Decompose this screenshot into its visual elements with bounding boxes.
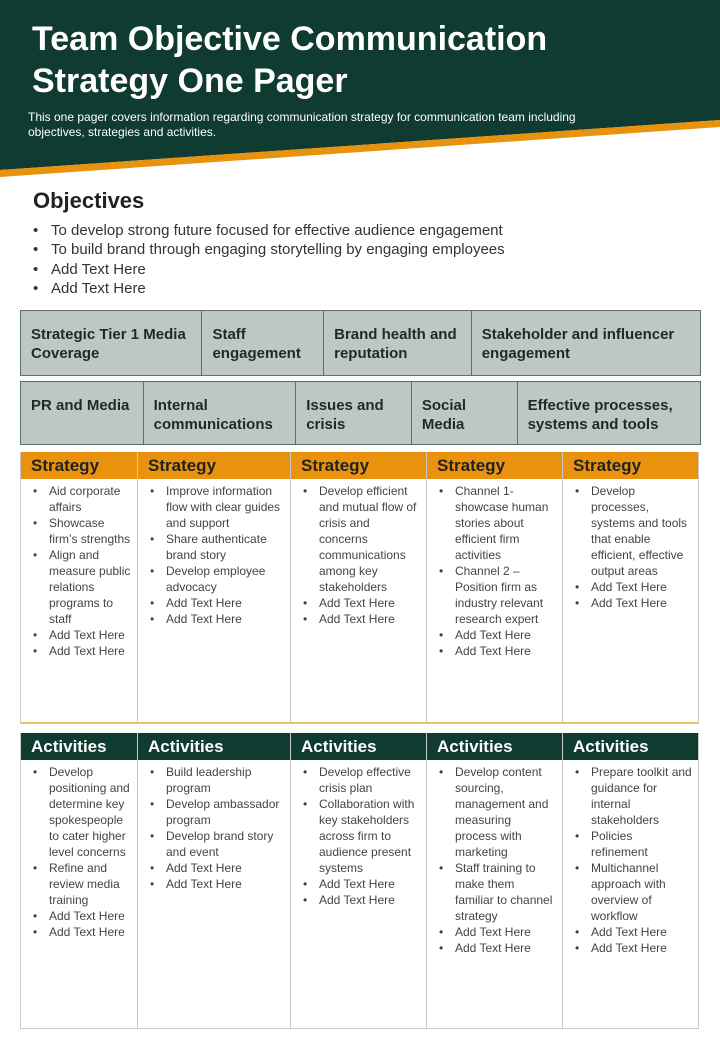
strategy-heading: Strategy — [21, 452, 137, 479]
strategy-column — [20, 452, 138, 722]
header-banner — [0, 0, 720, 180]
strategy-list — [148, 483, 284, 627]
activities-heading: Activities — [21, 733, 137, 760]
activities-column — [138, 733, 291, 1028]
category-cell: Internal communications — [144, 382, 297, 444]
objectives-list — [33, 221, 693, 298]
list-item: • Add Text Here — [148, 860, 284, 876]
list-item: • Add Text Here — [301, 892, 420, 908]
list-item: • Add Text Here — [437, 940, 556, 956]
activities-heading: Activities — [291, 733, 426, 760]
list-item: • Add Text Here — [148, 876, 284, 892]
list-item: • Prepare toolkit and guidance for internal stakeholders — [573, 764, 692, 828]
list-item: • Align and measure public relations programs to staff — [31, 547, 131, 627]
list-item: • Refine and review media training — [31, 860, 131, 908]
category-cell: PR and Media — [21, 382, 144, 444]
strategy-column — [427, 452, 563, 722]
strategy-heading: Strategy — [291, 452, 426, 479]
list-item: • Develop processes, systems and tools that enable efficient, effective output areas — [573, 483, 692, 579]
objective-item: • Add Text Here — [33, 260, 693, 279]
strategy-list — [437, 483, 556, 659]
category-cell: Effective processes, systems and tools — [527, 397, 673, 433]
category-cell: Social Media — [412, 382, 518, 444]
objective-item: • To develop strong future focused for effective audience engagement — [33, 221, 693, 240]
activities-column — [20, 733, 138, 1028]
list-item: • Add Text Here — [301, 595, 420, 611]
list-item: • Policies refinement — [573, 828, 692, 860]
list-item: • Share authenticate brand story — [148, 531, 284, 563]
list-item: • Multichannel approach with overview of workflow — [573, 860, 692, 924]
list-item: • Add Text Here — [573, 595, 692, 611]
list-item: • Add Text Here — [31, 908, 131, 924]
tier-cell: Strategic Tier 1 Media Coverage — [21, 311, 202, 375]
activities-heading: Activities — [138, 733, 290, 760]
objective-item: • To build brand through engaging storytelling by engaging employees — [33, 240, 693, 259]
list-item: • Add Text Here — [148, 595, 284, 611]
list-item: • Add Text Here — [437, 643, 556, 659]
list-item: • Add Text Here — [573, 579, 692, 595]
strategy-list — [301, 483, 420, 627]
list-item: • Build leadership program — [148, 764, 284, 796]
list-item: • Showcase firm’s strengths — [31, 515, 131, 547]
strategy-heading: Strategy — [138, 452, 290, 479]
activities-list — [437, 764, 556, 956]
activities-column — [563, 733, 699, 1028]
strategy-heading: Strategy — [427, 452, 562, 479]
activities-column — [291, 733, 427, 1028]
category-row — [20, 381, 701, 445]
tier-cell: Stakeholder and influencer engagement — [481, 326, 675, 362]
activities-heading: Activities — [563, 733, 698, 760]
list-item: • Add Text Here — [301, 611, 420, 627]
page-title: Team Objective Communication Strategy One Pager — [32, 20, 548, 100]
list-item: • Add Text Here — [573, 924, 692, 940]
list-item: • Add Text Here — [31, 924, 131, 940]
list-item: • Staff training to make them familiar to channel strategy — [437, 860, 556, 924]
strategy-column — [563, 452, 699, 722]
activities-column — [427, 733, 563, 1028]
activities-list — [573, 764, 692, 956]
list-item: • Develop content sourcing, management and measuring process with marketing — [437, 764, 556, 860]
strategy-heading: Strategy — [563, 452, 698, 479]
list-item: • Develop ambassador program — [148, 796, 284, 828]
strategy-column — [291, 452, 427, 722]
strategy-list — [31, 483, 131, 659]
list-item: • Aid corporate affairs — [31, 483, 131, 515]
list-item: • Add Text Here — [301, 876, 420, 892]
list-item: • Add Text Here — [437, 924, 556, 940]
list-item: • Develop brand story and event — [148, 828, 284, 860]
objective-item: • Add Text Here — [33, 279, 693, 298]
list-item: • Develop efficient and mutual flow of crisis and concerns communications among key stakeholders — [301, 483, 420, 595]
activities-grid — [20, 733, 699, 1029]
list-item: • Develop effective crisis plan — [301, 764, 420, 796]
list-item: • Add Text Here — [573, 940, 692, 956]
list-item: • Add Text Here — [437, 627, 556, 643]
objectives-title: Objectives — [33, 188, 145, 213]
list-item: • Collaboration with key stakeholders across firm to audience present systems — [301, 796, 420, 876]
list-item: • Channel 1- showcase human stories about efficient firm activities — [437, 483, 556, 563]
activities-list — [148, 764, 284, 892]
list-item: • Add Text Here — [31, 643, 131, 659]
page-description: This one pager covers information regarding communication strategy for communication team including objectives, strategies and activities. — [28, 110, 576, 139]
activities-list — [301, 764, 420, 908]
list-item: • Develop employee advocacy — [148, 563, 284, 595]
list-item: • Improve information flow with clear guides and support — [148, 483, 284, 531]
strategy-list — [573, 483, 692, 611]
list-item: • Add Text Here — [31, 627, 131, 643]
list-item: • Develop positioning and determine key spokespeople to cater higher level concerns — [31, 764, 131, 860]
activities-list — [31, 764, 131, 940]
list-item: • Add Text Here — [148, 611, 284, 627]
tier-cell: Staff engagement — [202, 311, 324, 375]
activities-heading: Activities — [427, 733, 562, 760]
category-cell: Issues and crisis — [296, 382, 412, 444]
tier-row — [20, 310, 701, 376]
strategy-grid — [20, 452, 699, 724]
list-item: • Channel 2 – Position firm as industry relevant research expert — [437, 563, 556, 627]
strategy-column — [138, 452, 291, 722]
tier-cell: Brand health and reputation — [324, 311, 472, 375]
